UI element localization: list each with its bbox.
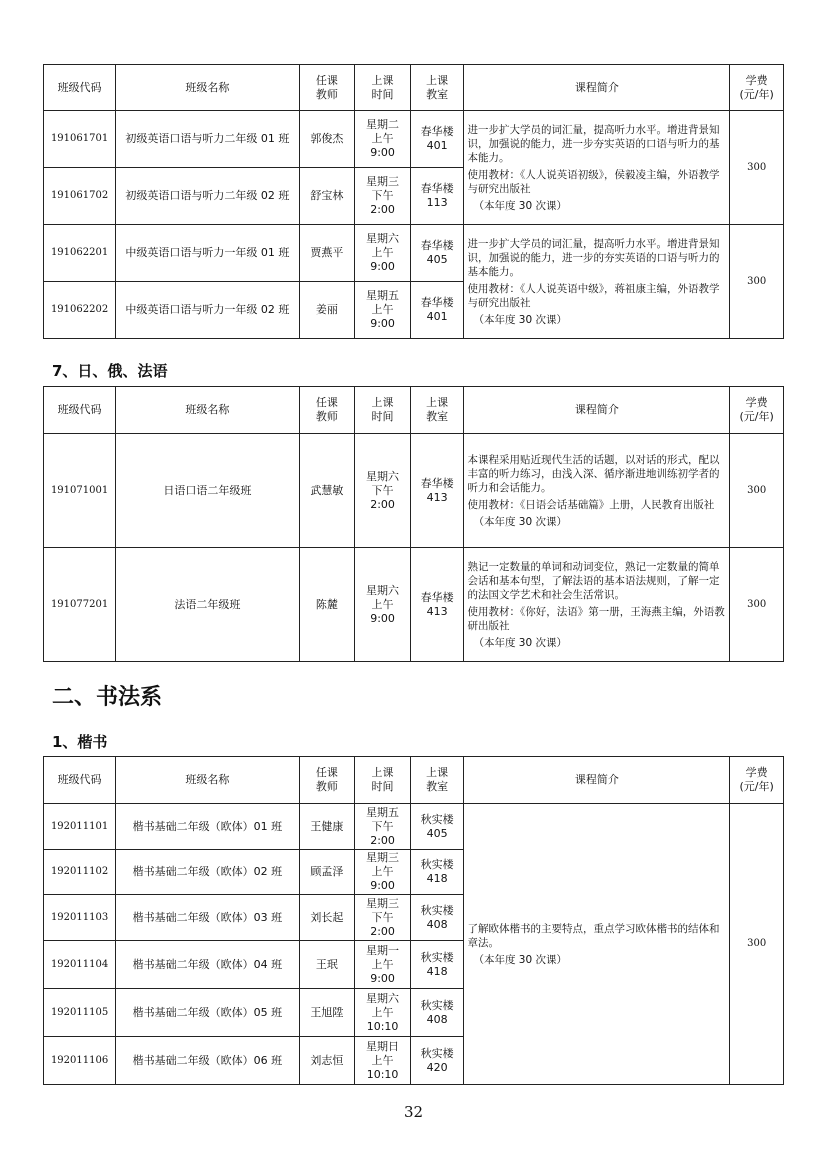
session-note: （本年度 30 次课） — [473, 636, 567, 649]
class-code: 192011105 — [44, 989, 116, 1037]
classroom: 春华楼 413 — [410, 548, 464, 662]
class-code: 191077201 — [44, 548, 116, 662]
classroom: 秋实楼 420 — [410, 1037, 464, 1085]
teacher: 王健康 — [299, 804, 355, 850]
tuition-fee: 300 — [730, 111, 784, 225]
course-description — [464, 548, 730, 662]
textbook-text: 使用教材：《人人说英语初级》，侯毅凌主编，外语教学与研究出版社 — [467, 168, 720, 195]
teacher: 武慧敏 — [299, 434, 355, 548]
table-header-row — [44, 65, 784, 111]
table-row — [44, 434, 784, 548]
header-room: 上课 教室 — [410, 387, 464, 434]
class-name: 日语口语二年级班 — [116, 434, 299, 548]
class-code: 191071001 — [44, 434, 116, 548]
class-code: 192011101 — [44, 804, 116, 850]
course-description — [464, 111, 730, 225]
class-time: 星期一 上午 9:00 — [355, 941, 411, 989]
department-heading-calligraphy: 二、书法系 — [52, 685, 163, 710]
teacher: 陈麓 — [299, 548, 355, 662]
class-code: 192011103 — [44, 895, 116, 941]
teacher: 顾孟泽 — [299, 850, 355, 895]
header-time: 上课 时间 — [355, 65, 411, 111]
classroom: 秋实楼 408 — [410, 895, 464, 941]
class-name: 楷书基础二年级（欧体）02 班 — [116, 850, 299, 895]
class-code: 192011102 — [44, 850, 116, 895]
class-code: 191062201 — [44, 225, 116, 282]
language-course-table — [43, 386, 784, 662]
course-description — [464, 804, 730, 1085]
class-code: 192011106 — [44, 1037, 116, 1085]
textbook-text: 使用教材：《日语会话基础篇》上册，人民教育出版社 — [467, 498, 715, 511]
header-description: 课程简介 — [464, 387, 730, 434]
header-class-code: 班级代码 — [44, 757, 116, 804]
class-time: 星期六 下午 2:00 — [355, 434, 411, 548]
class-time: 星期六 上午 9:00 — [355, 548, 411, 662]
header-time: 上课 时间 — [355, 387, 411, 434]
class-name: 法语二年级班 — [116, 548, 299, 662]
classroom: 秋实楼 418 — [410, 941, 464, 989]
header-teacher: 任课 教师 — [299, 757, 355, 804]
class-time: 星期六 上午 9:00 — [355, 225, 411, 282]
class-name: 楷书基础二年级（欧体）06 班 — [116, 1037, 299, 1085]
classroom: 春华楼 405 — [410, 225, 464, 282]
description-text: 熟记一定数量的单词和动词变位，熟记一定数量的简单会话和基本句型，了解法语的基本语法规则，了解一定的法国文学艺术和社会生活常识。 — [467, 560, 720, 601]
classroom: 春华楼 413 — [410, 434, 464, 548]
header-fee: 学费 (元/年) — [730, 757, 784, 804]
header-description: 课程简介 — [464, 65, 730, 111]
class-name: 中级英语口语与听力一年级 01 班 — [116, 225, 299, 282]
header-fee: 学费 (元/年) — [730, 65, 784, 111]
course-description — [464, 225, 730, 339]
table-header-row — [44, 757, 784, 804]
header-teacher: 任课 教师 — [299, 387, 355, 434]
table-row — [44, 804, 784, 850]
classroom: 春华楼 401 — [410, 282, 464, 339]
class-time: 星期六 上午 10:10 — [355, 989, 411, 1037]
section-heading-languages: 7、日、俄、法语 — [52, 362, 168, 380]
class-name: 中级英语口语与听力一年级 02 班 — [116, 282, 299, 339]
description-text: 进一步扩大学员的词汇量，提高听力水平。增进背景知识，加强说的能力，进一步夯实英语的口语与听力的基本能力。 — [467, 123, 720, 164]
header-room: 上课 教室 — [410, 757, 464, 804]
classroom: 春华楼 113 — [410, 168, 464, 225]
class-time: 星期三 下午 2:00 — [355, 895, 411, 941]
tuition-fee: 300 — [730, 548, 784, 662]
description-text: 本课程采用贴近现代生活的话题，以对话的形式，配以丰富的听力练习，由浅入深、循序渐进地训练初学者的听力和会话能力。 — [467, 453, 720, 494]
header-fee: 学费 (元/年) — [730, 387, 784, 434]
tuition-fee: 300 — [730, 225, 784, 339]
section-heading-regular-script: 1、楷书 — [52, 733, 108, 751]
english-course-table — [43, 64, 784, 339]
page-number: 32 — [403, 1103, 424, 1121]
tuition-fee: 300 — [730, 804, 784, 1085]
class-time: 星期日 上午 10:10 — [355, 1037, 411, 1085]
classroom: 春华楼 401 — [410, 111, 464, 168]
teacher: 姜丽 — [299, 282, 355, 339]
table-row — [44, 111, 784, 168]
class-time: 星期三 下午 2:00 — [355, 168, 411, 225]
table-row — [44, 548, 784, 662]
session-note: （本年度 30 次课） — [473, 313, 567, 326]
header-description: 课程简介 — [464, 757, 730, 804]
class-time: 星期五 下午 2:00 — [355, 804, 411, 850]
header-room: 上课 教室 — [410, 65, 464, 111]
class-code: 191061701 — [44, 111, 116, 168]
class-name: 初级英语口语与听力二年级 02 班 — [116, 168, 299, 225]
textbook-text: 使用教材：《人人说英语中级》，蒋祖康主编，外语教学与研究出版社 — [467, 282, 720, 309]
teacher: 舒宝林 — [299, 168, 355, 225]
session-note: （本年度 30 次课） — [473, 199, 567, 212]
class-time: 星期三 上午 9:00 — [355, 850, 411, 895]
session-note: （本年度 30 次课） — [473, 953, 567, 966]
header-class-name: 班级名称 — [116, 65, 299, 111]
teacher: 刘志恒 — [299, 1037, 355, 1085]
description-text: 了解欧体楷书的主要特点，重点学习欧体楷书的结体和章法。 — [467, 922, 720, 949]
class-time: 星期五 上午 9:00 — [355, 282, 411, 339]
table-row — [44, 225, 784, 282]
tuition-fee: 300 — [730, 434, 784, 548]
classroom: 秋实楼 405 — [410, 804, 464, 850]
classroom: 秋实楼 408 — [410, 989, 464, 1037]
course-description — [464, 434, 730, 548]
teacher: 刘长起 — [299, 895, 355, 941]
header-time: 上课 时间 — [355, 757, 411, 804]
class-time: 星期二 上午 9:00 — [355, 111, 411, 168]
table-header-row — [44, 387, 784, 434]
class-name: 楷书基础二年级（欧体）01 班 — [116, 804, 299, 850]
class-name: 初级英语口语与听力二年级 01 班 — [116, 111, 299, 168]
header-class-name: 班级名称 — [116, 387, 299, 434]
class-code: 191061702 — [44, 168, 116, 225]
class-name: 楷书基础二年级（欧体）03 班 — [116, 895, 299, 941]
teacher: 贾燕平 — [299, 225, 355, 282]
teacher: 郭俊杰 — [299, 111, 355, 168]
class-code: 191062202 — [44, 282, 116, 339]
textbook-text: 使用教材：《你好，法语》第一册，王海燕主编，外语教研出版社 — [467, 605, 725, 632]
calligraphy-course-table — [43, 756, 784, 1085]
class-name: 楷书基础二年级（欧体）05 班 — [116, 989, 299, 1037]
classroom: 秋实楼 418 — [410, 850, 464, 895]
header-class-name: 班级名称 — [116, 757, 299, 804]
class-code: 192011104 — [44, 941, 116, 989]
teacher: 王旭陞 — [299, 989, 355, 1037]
class-name: 楷书基础二年级（欧体）04 班 — [116, 941, 299, 989]
description-text: 进一步扩大学员的词汇量，提高听力水平。增进背景知识，加强说的能力，进一步的夯实英语的口语与听力的基本能力。 — [467, 237, 720, 278]
header-class-code: 班级代码 — [44, 65, 116, 111]
header-teacher: 任课 教师 — [299, 65, 355, 111]
header-class-code: 班级代码 — [44, 387, 116, 434]
teacher: 王珉 — [299, 941, 355, 989]
session-note: （本年度 30 次课） — [473, 515, 567, 528]
